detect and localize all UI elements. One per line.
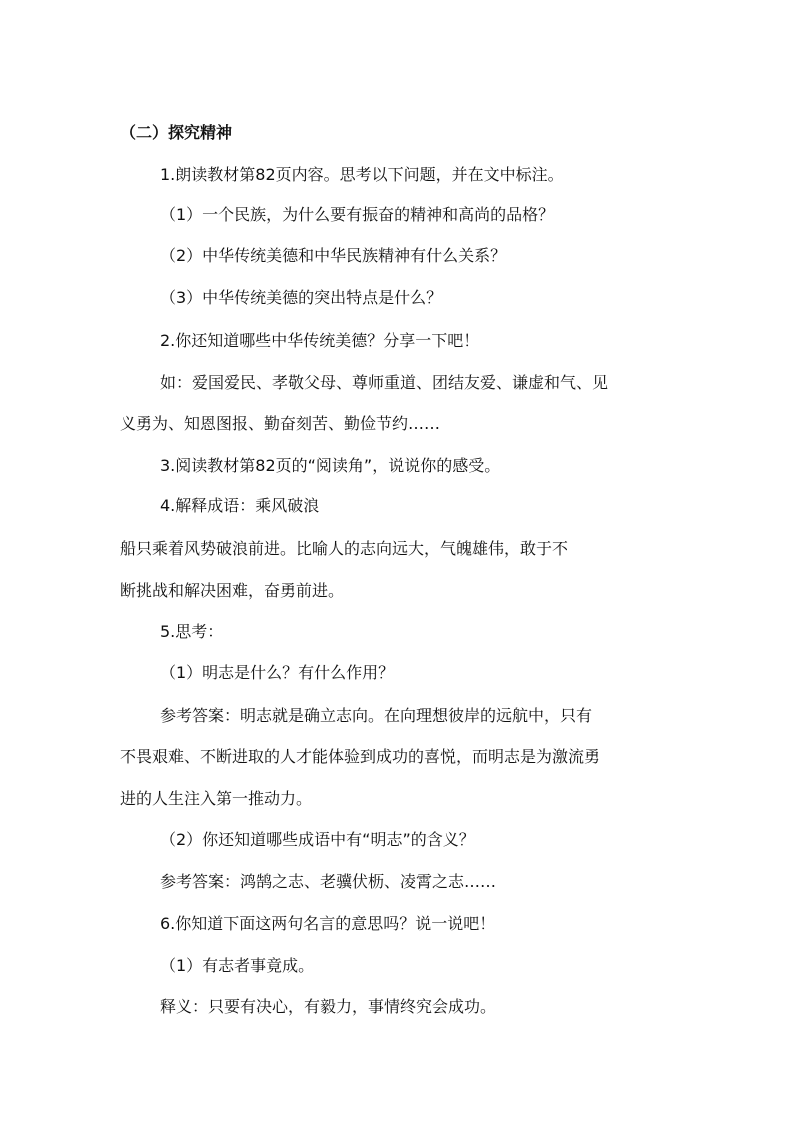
question-6-sub-1-answer: 释义：只要有决心，有毅力，事情终究会成功。 — [160, 997, 497, 1016]
question-1-sub-3: （3）中华传统美德的突出特点是什么？ — [160, 288, 443, 307]
question-1-sub-1: （1）一个民族，为什么要有振奋的精神和高尚的品格？ — [160, 205, 555, 224]
question-6-sub-1: （1）有志者事竟成。 — [160, 956, 315, 975]
question-4: 4.解释成语：乘风破浪 — [160, 496, 320, 515]
question-5-sub-1: （1）明志是什么？有什么作用？ — [160, 663, 395, 682]
question-6: 6.你知道下面这两句名言的意思吗？说一说吧！ — [160, 914, 496, 933]
question-2-example-line-1: 如：爱国爱民、孝敬父母、尊师重道、团结友爱、谦虚和气、见 — [160, 373, 609, 392]
question-5-sub-1-answer-line-1: 参考答案：明志就是确立志向。在向理想彼岸的远航中，只有 — [160, 706, 593, 725]
question-5-sub-2-answer: 参考答案：鸿鹄之志、老骥伏枥、凌霄之志…… — [160, 872, 497, 891]
section-heading: （二）探究精神 — [120, 123, 233, 142]
question-2: 2.你还知道哪些中华传统美德？分享一下吧！ — [160, 331, 480, 350]
question-1-sub-2: （2）中华传统美德和中华民族精神有什么关系？ — [160, 246, 507, 265]
question-2-example-line-2: 义勇为、知恩图报、勤奋刻苦、勤俭节约…… — [120, 414, 441, 433]
question-4-answer-line-2: 断挑战和解决困难，奋勇前进。 — [120, 581, 345, 600]
question-5-sub-2: （2）你还知道哪些成语中有“明志”的含义？ — [160, 830, 475, 849]
question-4-answer-line-1: 船只乘着风势破浪前进。比喻人的志向远大，气魄雄伟，敢于不 — [120, 539, 569, 558]
question-5-sub-1-answer-line-2: 不畏艰难、不断进取的人才能体验到成功的喜悦，而明志是为激流勇 — [120, 747, 601, 766]
question-3: 3.阅读教材第82页的“阅读角”，说说你的感受。 — [160, 456, 501, 475]
question-1: 1.朗读教材第82页内容。思考以下问题，并在文中标注。 — [160, 165, 564, 184]
question-5-sub-1-answer-line-3: 进的人生注入第一推动力。 — [120, 789, 313, 808]
question-5: 5.思考： — [160, 622, 224, 641]
